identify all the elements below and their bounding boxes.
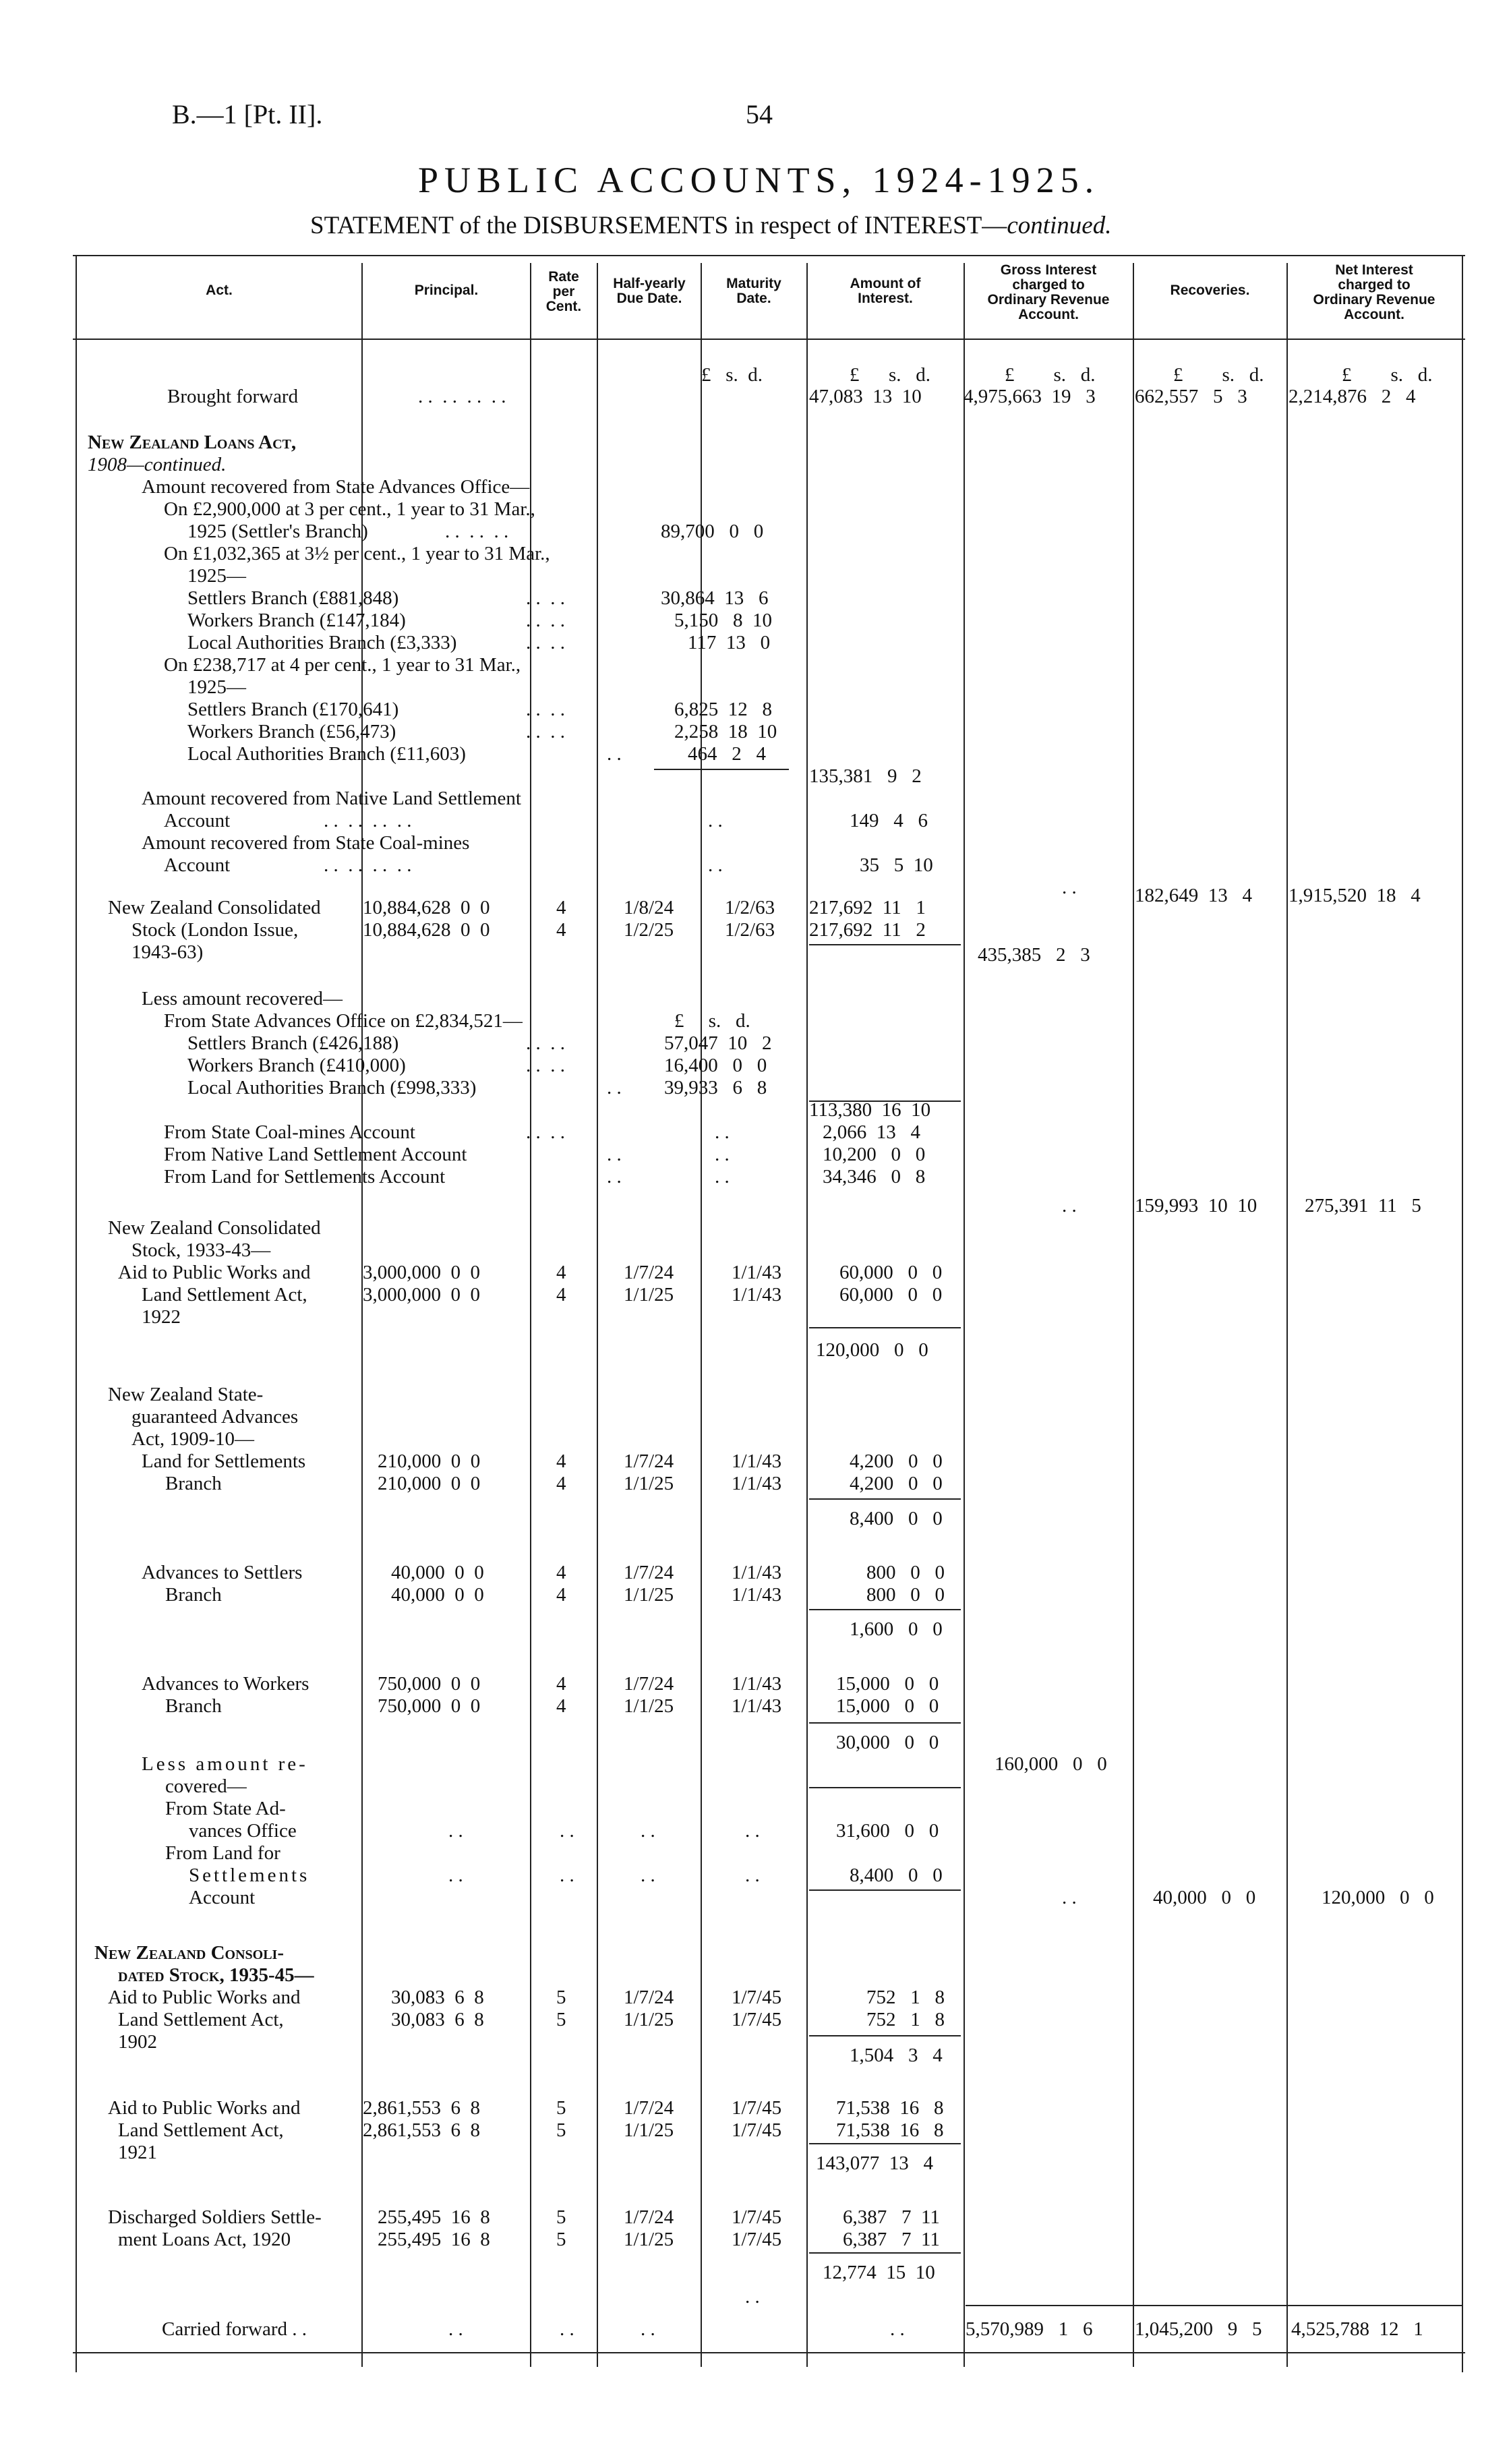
text: From Land for xyxy=(165,1842,280,1864)
section-sub: 1908—continued. xyxy=(88,454,227,475)
maturity: 1/7/45 xyxy=(732,2119,782,2141)
gross: 160,000 0 0 xyxy=(995,1753,1107,1775)
dots: . . xyxy=(1062,1887,1077,1908)
maturity: 1/7/45 xyxy=(732,2229,782,2250)
col-rule xyxy=(1462,255,1463,2372)
maturity: 1/1/43 xyxy=(732,1562,782,1583)
brought-forward-label: Brought forward xyxy=(167,386,299,407)
amount: 47,083 13 10 xyxy=(809,386,922,407)
rate: 5 xyxy=(556,2119,566,2141)
amount: 6,387 7 11 xyxy=(843,2229,940,2250)
text: Advances to Workers xyxy=(142,1673,309,1695)
dots: . . . . . . . . xyxy=(324,854,412,876)
rate: 4 xyxy=(556,1673,566,1695)
dots: . . . . . . . . xyxy=(324,810,412,831)
text: Aid to Public Works and xyxy=(118,1262,311,1283)
col-rate: Rate per Cent. xyxy=(545,269,582,314)
text: Stock (London Issue, xyxy=(131,919,299,941)
amount: 71,538 16 8 xyxy=(836,2097,944,2119)
rate: 4 xyxy=(556,1473,566,1494)
col-net: Net Interest charged to Ordinary Revenue Account. xyxy=(1313,262,1435,322)
text: Local Authorities Branch (£3,333) xyxy=(187,632,457,653)
amount: 71,538 16 8 xyxy=(836,2119,944,2141)
text: Amount recovered from Native Land Settlement xyxy=(142,788,521,809)
amount: 217,692 11 2 xyxy=(809,919,926,941)
col-maturity: Maturity Date. xyxy=(726,276,781,306)
text: Workers Branch (£56,473) xyxy=(187,721,396,742)
rate: 4 xyxy=(556,1695,566,1717)
amount: 8,400 0 0 xyxy=(850,1508,943,1529)
dots: . . xyxy=(708,854,723,876)
col-gross: Gross Interest charged to Ordinary Revenue Account. xyxy=(987,262,1110,322)
text: 1943-63) xyxy=(131,941,204,963)
dots: . . xyxy=(607,1166,622,1187)
col-amount: Amount of Interest. xyxy=(850,276,921,306)
amount: 800 0 0 xyxy=(866,1562,945,1583)
gross: 4,975,663 19 3 xyxy=(964,386,1096,407)
maturity: 1/7/45 xyxy=(732,2009,782,2030)
value: 464 2 4 xyxy=(688,743,766,765)
text: Discharged Soldiers Settle- xyxy=(108,2206,322,2228)
text: Account xyxy=(164,810,231,831)
text: 1922 xyxy=(142,1306,181,1328)
net: 1,915,520 18 4 xyxy=(1288,885,1421,906)
col-rule xyxy=(701,263,702,2367)
text: Settlers Branch (£170,641) xyxy=(187,699,399,720)
col-recoveries: Recoveries. xyxy=(1170,283,1250,298)
rate: 4 xyxy=(556,1262,566,1283)
value: 5,150 8 10 xyxy=(674,610,772,631)
text: On £2,900,000 at 3 per cent., 1 year to 31 Mar., xyxy=(164,498,535,520)
text: guaranteed Advances xyxy=(131,1406,299,1428)
text: Settlers Branch (£881,848) xyxy=(187,587,399,609)
rate: 4 xyxy=(556,1562,566,1583)
amount: 34,346 0 8 xyxy=(823,1166,926,1187)
text: Local Authorities Branch (£998,333) xyxy=(187,1077,477,1098)
dots: . . xyxy=(708,810,723,831)
rule-bottom xyxy=(73,2352,1465,2353)
net: 4,525,788 12 1 xyxy=(1291,2318,1423,2340)
sum-rule xyxy=(809,1609,961,1610)
value: 117 13 0 xyxy=(688,632,771,653)
half-yearly: 1/7/24 xyxy=(624,1562,674,1583)
dots: . . . . xyxy=(526,587,565,609)
text: Land for Settlements xyxy=(142,1450,306,1472)
sum-rule xyxy=(809,1498,961,1500)
dots: . . xyxy=(641,1865,655,1886)
principal: 750,000 0 0 xyxy=(378,1695,481,1717)
col-half: Half-yearly Due Date. xyxy=(613,276,686,306)
maturity: 1/1/43 xyxy=(732,1284,782,1306)
dots: . . xyxy=(745,2286,760,2308)
subtitle: STATEMENT of the DISBURSEMENTS in respect of INTEREST—continued. xyxy=(310,212,1112,239)
value: 30,864 13 6 xyxy=(661,587,769,609)
amount: 4,200 0 0 xyxy=(850,1450,943,1472)
text: 1902 xyxy=(118,2031,157,2053)
dots: . . xyxy=(715,1121,730,1143)
text: Land Settlement Act, xyxy=(118,2119,284,2141)
principal: 2,861,553 6 8 xyxy=(363,2097,480,2119)
text: Advances to Settlers xyxy=(142,1562,303,1583)
dots: . . . . . . xyxy=(445,521,509,542)
principal: 255,495 16 8 xyxy=(378,2229,490,2250)
principal: 40,000 0 0 xyxy=(391,1584,484,1606)
amount: 60,000 0 0 xyxy=(839,1262,943,1283)
amount: 6,387 7 11 xyxy=(843,2206,940,2228)
dots: . . xyxy=(607,1077,622,1098)
maturity: 1/1/43 xyxy=(732,1695,782,1717)
maturity: 1/1/43 xyxy=(732,1473,782,1494)
principal: 2,861,553 6 8 xyxy=(363,2119,480,2141)
amount: 217,692 11 1 xyxy=(809,897,926,918)
text: Aid to Public Works and xyxy=(108,2097,301,2119)
value: 57,047 10 2 xyxy=(664,1032,772,1054)
rate: 4 xyxy=(556,1450,566,1472)
page-title: PUBLIC ACCOUNTS, 1924-1925. xyxy=(418,160,1100,200)
amount: 1,600 0 0 xyxy=(850,1618,943,1640)
recoveries: 40,000 0 0 xyxy=(1153,1887,1256,1908)
recoveries: 182,649 13 4 xyxy=(1135,885,1252,906)
text: Aid to Public Works and xyxy=(108,1987,301,2008)
text: Less amount recovered— xyxy=(142,988,343,1009)
dots: . . xyxy=(641,1820,655,1842)
sum-rule xyxy=(809,1889,961,1891)
dots: . . . . xyxy=(526,1121,565,1143)
maturity: 1/1/43 xyxy=(732,1262,782,1283)
principal: 30,083 6 8 xyxy=(391,2009,484,2030)
text: Workers Branch (£147,184) xyxy=(187,610,406,631)
amount: 752 1 8 xyxy=(866,2009,945,2030)
dots: . . xyxy=(1062,877,1077,898)
rate: 5 xyxy=(556,2009,566,2030)
col-rule xyxy=(530,263,531,2367)
half-yearly: 1/1/25 xyxy=(624,1695,674,1717)
principal: 10,884,628 0 0 xyxy=(363,919,490,941)
principal: 255,495 16 8 xyxy=(378,2206,490,2228)
amount: 15,000 0 0 xyxy=(836,1673,939,1695)
value: 89,700 0 0 xyxy=(661,521,764,542)
principal: 40,000 0 0 xyxy=(391,1562,484,1583)
maturity: 1/2/63 xyxy=(725,919,775,941)
rate: 5 xyxy=(556,1987,566,2008)
value: 39,933 6 8 xyxy=(664,1077,767,1098)
amount: 10,200 0 0 xyxy=(823,1144,926,1165)
sum-rule xyxy=(809,1327,961,1328)
maturity: 1/7/45 xyxy=(732,2097,782,2119)
text: From Native Land Settlement Account xyxy=(164,1144,467,1165)
half-yearly: 1/1/25 xyxy=(624,2119,674,2141)
dots: . . . . xyxy=(526,699,565,720)
text: 1921 xyxy=(118,2142,157,2163)
half-yearly: 1/1/25 xyxy=(624,1284,674,1306)
unit-row: £ s. d. xyxy=(850,364,931,386)
text: New Zealand Consolidated xyxy=(108,897,321,918)
col-rule xyxy=(1286,263,1288,2367)
dots: . . . . xyxy=(526,610,565,631)
amount: 15,000 0 0 xyxy=(836,1695,939,1717)
amount: 4,200 0 0 xyxy=(850,1473,943,1494)
text: ment Loans Act, 1920 xyxy=(118,2229,291,2250)
text: On £1,032,365 at 3½ per cent., 1 year to 31 Mar., xyxy=(164,543,550,564)
text: Stock, 1933-43— xyxy=(131,1239,271,1261)
maturity: 1/7/45 xyxy=(732,1987,782,2008)
recoveries: 662,557 5 3 xyxy=(1135,386,1247,407)
col-rule xyxy=(361,263,363,2367)
col-rule xyxy=(76,255,77,2372)
dots: . . xyxy=(641,2318,655,2340)
text: Branch xyxy=(165,1473,222,1494)
maturity: 1/1/43 xyxy=(732,1450,782,1472)
half-yearly: 1/7/24 xyxy=(624,1987,674,2008)
text: 1925 (Settler's Branch) xyxy=(187,521,368,542)
text: From Land for Settlements Account xyxy=(164,1166,446,1187)
dots: . . xyxy=(560,1820,574,1842)
rate: 4 xyxy=(556,897,566,918)
dots: . . xyxy=(745,1865,760,1886)
text: New Zealand Consolidated xyxy=(108,1217,321,1239)
dots: . . xyxy=(448,2318,463,2340)
sum-rule xyxy=(809,1787,961,1788)
sum-rule xyxy=(654,769,789,770)
principal: 750,000 0 0 xyxy=(378,1673,481,1695)
rule-top xyxy=(73,255,1465,256)
text: Land Settlement Act, xyxy=(142,1284,307,1306)
dots: . . xyxy=(560,2318,574,2340)
text: Less amount re- xyxy=(142,1753,308,1775)
sum-rule xyxy=(809,1722,961,1724)
text: From State Ad- xyxy=(165,1798,286,1819)
text: Account xyxy=(189,1887,256,1908)
amount: 35 5 10 xyxy=(860,854,933,876)
text: covered— xyxy=(165,1776,247,1797)
text: 1925— xyxy=(187,565,246,587)
unit-row: £ s. d. xyxy=(1005,364,1096,386)
maturity: 1/2/63 xyxy=(725,897,775,918)
text: Branch xyxy=(165,1584,222,1606)
page-number: 54 xyxy=(746,99,773,129)
amount: 752 1 8 xyxy=(866,1987,945,2008)
amount: 143,077 13 4 xyxy=(816,2152,933,2174)
maturity: 1/1/43 xyxy=(732,1673,782,1695)
principal: 10,884,628 0 0 xyxy=(363,897,490,918)
rate: 4 xyxy=(556,919,566,941)
dots: . . xyxy=(890,2318,905,2340)
half-yearly: 1/1/25 xyxy=(624,2009,674,2030)
sum-rule xyxy=(966,2305,1462,2306)
amount: 149 4 6 xyxy=(850,810,928,831)
dots: . . xyxy=(560,1865,574,1886)
carried-forward-label: Carried forward . . xyxy=(162,2318,307,2340)
sum-rule xyxy=(809,2252,961,2254)
text: Settlements xyxy=(189,1865,310,1886)
amount: 8,400 0 0 xyxy=(850,1865,943,1886)
value: 2,258 18 10 xyxy=(674,721,777,742)
amount: 30,000 0 0 xyxy=(836,1732,939,1753)
rate: 4 xyxy=(556,1584,566,1606)
dots: . . . . xyxy=(526,632,565,653)
half-yearly: 1/7/24 xyxy=(624,1450,674,1472)
rate: 5 xyxy=(556,2097,566,2119)
principal: 210,000 0 0 xyxy=(378,1450,481,1472)
unit-row: £ s. d. xyxy=(1342,364,1433,386)
gross: 435,385 2 3 xyxy=(978,944,1090,966)
amount: 800 0 0 xyxy=(866,1584,945,1606)
dots: . . xyxy=(745,1820,760,1842)
amount: 113,380 16 10 xyxy=(809,1099,931,1121)
text: Settlers Branch (£426,188) xyxy=(187,1032,399,1054)
amount: 135,381 9 2 xyxy=(809,765,922,787)
unit-row: £ s. d. xyxy=(701,364,763,386)
sum-rule xyxy=(809,2143,961,2144)
text: vances Office xyxy=(189,1820,297,1842)
text: Branch xyxy=(165,1695,222,1717)
text: 1925— xyxy=(187,676,246,698)
sum-rule xyxy=(809,2035,961,2036)
text: Account xyxy=(164,854,231,876)
net: 275,391 11 5 xyxy=(1305,1195,1421,1216)
principal: 3,000,000 0 0 xyxy=(363,1284,480,1306)
dots: . . . . xyxy=(526,721,565,742)
text: Act, 1909-10— xyxy=(131,1428,255,1450)
amount: 31,600 0 0 xyxy=(836,1820,939,1842)
dots: . . . . . . . . xyxy=(418,386,506,407)
dots: . . xyxy=(448,1820,463,1842)
rate: 5 xyxy=(556,2229,566,2250)
value: 16,400 0 0 xyxy=(664,1055,767,1076)
unit-row: £ s. d. xyxy=(674,1010,750,1032)
text: Amount recovered from State Coal-mines xyxy=(142,832,470,854)
half-yearly: 1/7/24 xyxy=(624,1262,674,1283)
dots: . . xyxy=(448,1865,463,1886)
dots: . . . . xyxy=(526,1032,565,1054)
dots: . . xyxy=(715,1166,730,1187)
dots: . . xyxy=(607,1144,622,1165)
col-rule xyxy=(806,263,808,2367)
gross: 5,570,989 1 6 xyxy=(966,2318,1093,2340)
col-rule xyxy=(1133,263,1134,2367)
col-act: Act. xyxy=(206,283,233,298)
col-rule xyxy=(964,263,965,2367)
amount: 12,774 15 10 xyxy=(823,2262,935,2283)
col-principal: Principal. xyxy=(414,283,479,298)
principal: 210,000 0 0 xyxy=(378,1473,481,1494)
dots: . . xyxy=(607,743,622,765)
half-yearly: 1/1/25 xyxy=(624,1473,674,1494)
half-yearly: 1/1/25 xyxy=(624,2229,674,2250)
text: From State Coal-mines Account xyxy=(164,1121,415,1143)
rule-head xyxy=(73,339,1465,340)
half-yearly: 1/8/24 xyxy=(624,897,674,918)
text: dated Stock, 1935-45— xyxy=(118,1964,314,1986)
dots: . . . . xyxy=(526,1055,565,1076)
principal: 3,000,000 0 0 xyxy=(363,1262,480,1283)
rate: 4 xyxy=(556,1284,566,1306)
amount: 2,066 13 4 xyxy=(823,1121,920,1143)
text: Workers Branch (£410,000) xyxy=(187,1055,406,1076)
amount: 1,504 3 4 xyxy=(850,2045,943,2066)
sum-rule xyxy=(809,944,961,945)
text: New Zealand Consoli- xyxy=(94,1942,284,1964)
text: Local Authorities Branch (£11,603) xyxy=(187,743,466,765)
maturity: 1/7/45 xyxy=(732,2206,782,2228)
rate: 5 xyxy=(556,2206,566,2228)
half-yearly: 1/2/25 xyxy=(624,919,674,941)
text: On £238,717 at 4 per cent., 1 year to 31 Mar., xyxy=(164,654,521,676)
text: Land Settlement Act, xyxy=(118,2009,284,2030)
recoveries: 159,993 10 10 xyxy=(1135,1195,1257,1216)
half-yearly: 1/7/24 xyxy=(624,2097,674,2119)
value: 6,825 12 8 xyxy=(674,699,772,720)
half-yearly: 1/7/24 xyxy=(624,1673,674,1695)
half-yearly: 1/7/24 xyxy=(624,2206,674,2228)
dots: . . xyxy=(1062,1195,1077,1216)
section-title: New Zealand Loans Act, xyxy=(88,432,297,453)
half-yearly: 1/1/25 xyxy=(624,1584,674,1606)
maturity: 1/1/43 xyxy=(732,1584,782,1606)
amount: 60,000 0 0 xyxy=(839,1284,943,1306)
col-rule xyxy=(597,263,598,2367)
dots: . . xyxy=(715,1144,730,1165)
unit-row: £ s. d. xyxy=(1173,364,1264,386)
principal: 30,083 6 8 xyxy=(391,1987,484,2008)
amount: 120,000 0 0 xyxy=(816,1339,928,1361)
text: Amount recovered from State Advances Office— xyxy=(142,476,530,498)
net: 120,000 0 0 xyxy=(1322,1887,1434,1908)
net: 2,214,876 2 4 xyxy=(1288,386,1416,407)
text: From State Advances Office on £2,834,521— xyxy=(164,1010,523,1032)
recoveries: 1,045,200 9 5 xyxy=(1135,2318,1262,2340)
ref: B.—1 [Pt. II]. xyxy=(172,99,323,129)
text: New Zealand State- xyxy=(108,1384,264,1405)
